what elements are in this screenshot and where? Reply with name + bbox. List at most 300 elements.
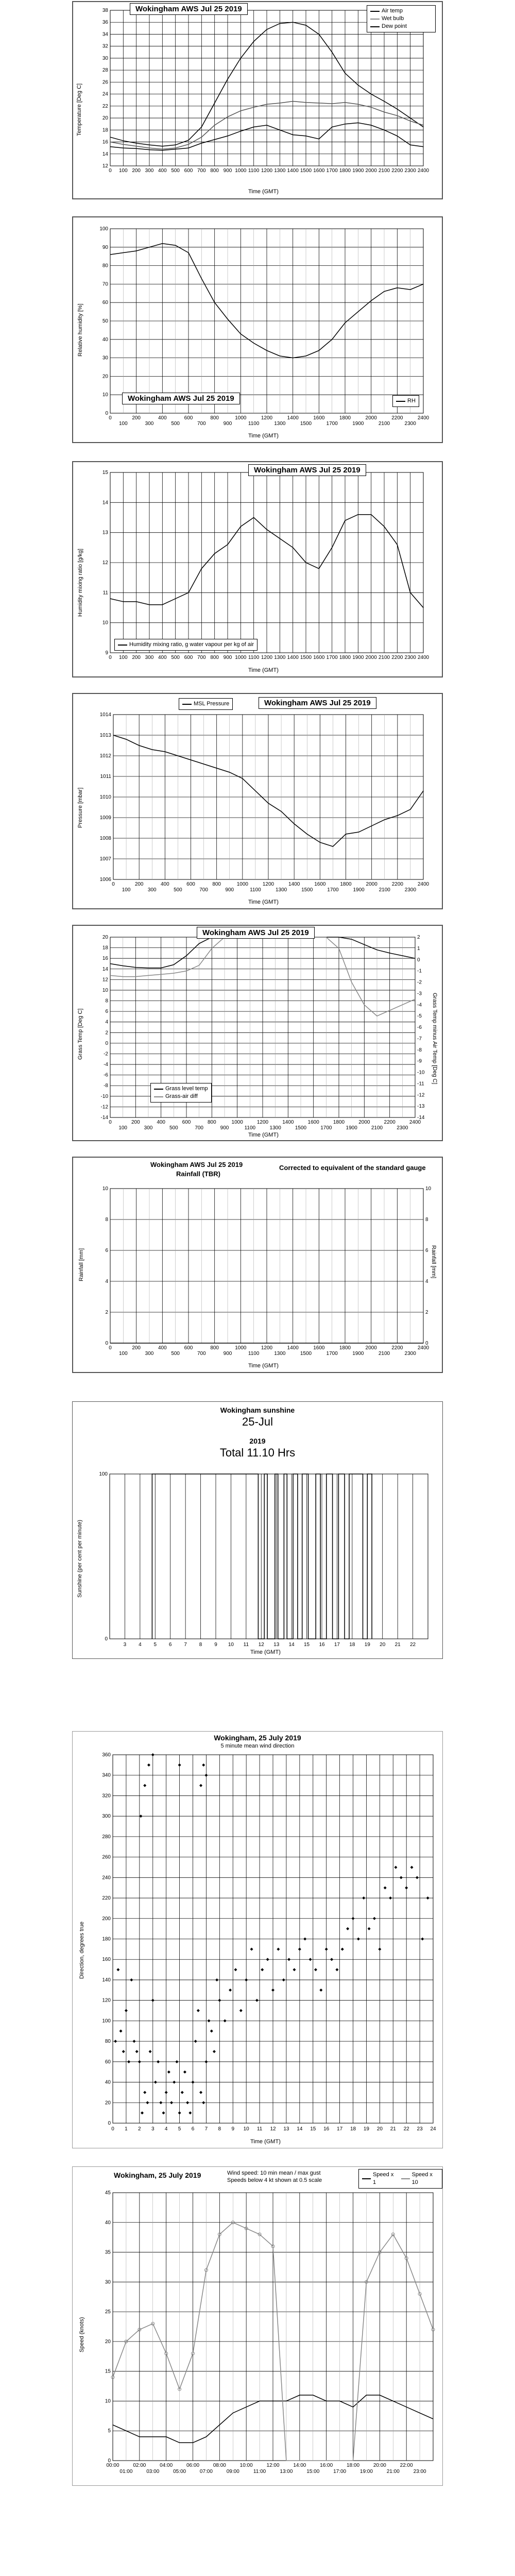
x-tick-label: 1400: [287, 1345, 299, 1351]
y-tick-label: 1007: [99, 856, 111, 862]
x-tick-label-minor: 300: [145, 1351, 154, 1357]
wind-direction-chart: [73, 1732, 442, 2148]
x-tick-label: 19: [364, 1642, 370, 1648]
y-tick-label: 40: [105, 2219, 111, 2226]
y-tick-label: 6: [105, 1009, 108, 1015]
x-tick-label: 23: [417, 2126, 423, 2132]
x-tick-label: 6: [191, 2126, 195, 2132]
x-tick-label: 1800: [333, 1120, 345, 1125]
x-tick-label-top: 16:00: [320, 2463, 333, 2468]
y-tick-label-right: 8: [425, 1217, 428, 1223]
rainfall-chart-subtitle: Rainfall (TBR): [176, 1170, 220, 1178]
x-tick-label: 1: [125, 2126, 128, 2132]
x-tick-label: 1400: [287, 415, 299, 421]
x-tick-label: 0: [109, 1345, 112, 1351]
pressure-chart-panel: [72, 693, 443, 909]
y-tick-label: 60: [102, 300, 108, 306]
x-tick-label: 400: [160, 882, 169, 887]
x-tick-label: 400: [157, 1120, 166, 1125]
x-tick-label: 8: [199, 1642, 202, 1648]
x-tick-label: 1700: [326, 655, 338, 660]
temperature-x-label: Time (GMT): [248, 189, 279, 195]
x-tick-label: 20: [376, 2126, 383, 2132]
x-tick-label: 2200: [384, 1120, 396, 1125]
y-tick-label: 300: [102, 1814, 111, 1820]
y-tick-label: 45: [105, 2190, 111, 2196]
x-tick-label-minor: 300: [144, 1125, 153, 1131]
y-tick-label: 40: [105, 2079, 111, 2086]
y-tick-label: 16: [102, 956, 108, 962]
x-tick-label: 2200: [391, 1345, 403, 1351]
x-tick-label: 1900: [352, 168, 364, 174]
y-tick-label: 4: [105, 1019, 108, 1025]
x-tick-label: 800: [210, 1345, 219, 1351]
x-tick-label-minor: 1300: [274, 1351, 286, 1357]
x-tick-label: 1100: [248, 655, 260, 660]
mixing-ratio-x-label: Time (GMT): [248, 667, 279, 673]
x-tick-label: 1200: [261, 1345, 273, 1351]
x-tick-label: 1000: [231, 1120, 243, 1125]
x-tick-label: 1600: [313, 655, 325, 660]
x-tick-label-minor: 500: [171, 421, 180, 427]
x-tick-label: 800: [210, 168, 219, 174]
y-tick-label-right: 4: [425, 1279, 428, 1284]
y-tick-label: 20: [105, 2100, 111, 2106]
x-tick-label-minor: 700: [197, 421, 206, 427]
x-tick-label-top: 12:00: [266, 2463, 280, 2468]
x-tick-label-minor: 1900: [352, 421, 364, 427]
y-tick-label: 1006: [99, 877, 111, 883]
x-tick-label: 22: [410, 1642, 416, 1648]
y-tick-label-right: -11: [417, 1081, 424, 1087]
x-tick-label: 0: [109, 655, 112, 660]
x-tick-label: 600: [186, 882, 195, 887]
y-tick-label: 15: [102, 470, 108, 476]
y-tick-label: -14: [100, 1115, 108, 1121]
x-tick-label: 300: [145, 655, 154, 660]
x-tick-label: 4: [139, 1642, 142, 1648]
y-tick-label-right: 2: [417, 935, 420, 940]
x-tick-label: 1400: [287, 168, 299, 174]
x-tick-label: 1300: [274, 168, 286, 174]
x-tick-label-top: 20:00: [373, 2463, 386, 2468]
x-tick-label: 9: [231, 2126, 235, 2132]
x-tick-label-minor: 1300: [269, 1125, 281, 1131]
grass-chart-panel: [72, 925, 443, 1141]
wind-speed-chart-panel: [72, 2166, 443, 2486]
x-tick-label: 11: [256, 2126, 263, 2132]
pressure-y-label: Pressure [mbar]: [77, 787, 83, 828]
y-tick-label: 18: [102, 127, 108, 133]
rainfall-y-label: Rainfall [mm]: [78, 1248, 84, 1281]
x-tick-label: 2400: [417, 415, 430, 421]
y-tick-label: 24: [102, 91, 108, 97]
y-tick-label: 100: [99, 1471, 108, 1477]
x-tick-label: 1200: [261, 168, 273, 174]
x-tick-label-minor: 1100: [248, 421, 260, 427]
y-tick-label: 30: [105, 2279, 111, 2285]
y-tick-label: 32: [102, 43, 108, 49]
x-tick-label-top: 22:00: [400, 2463, 413, 2468]
x-tick-label-minor: 1300: [274, 421, 286, 427]
x-tick-label: 16: [323, 2126, 330, 2132]
legend-item-grass-level-temp: Grass level temp: [154, 1085, 208, 1093]
x-tick-label-minor: 1900: [353, 887, 365, 893]
x-tick-label: 7: [184, 1642, 187, 1648]
x-tick-label: 2000: [365, 1345, 377, 1351]
wind-direction-x-label: Time (GMT): [250, 2139, 281, 2145]
x-tick-label: 700: [197, 655, 206, 660]
x-tick-label: 14: [297, 2126, 303, 2132]
y-tick-label: 10: [105, 2398, 111, 2404]
x-tick-label-bottom: 17:00: [333, 2469, 347, 2475]
grass-legend: [150, 1083, 212, 1103]
y-tick-label: 9: [105, 650, 108, 656]
x-tick-label-bottom: 05:00: [173, 2469, 186, 2475]
y-tick-label: 6: [105, 1248, 108, 1253]
x-tick-label: 100: [118, 655, 128, 660]
x-tick-label-minor: 500: [171, 1351, 180, 1357]
x-tick-label-minor: 700: [199, 887, 208, 893]
x-tick-label-minor: 2100: [378, 421, 390, 427]
y-tick-label: 16: [102, 139, 108, 145]
x-tick-label: 200: [131, 1120, 140, 1125]
wind-direction-title: Wokingham, 25 July 2019: [214, 1734, 301, 1742]
x-tick-label: 800: [212, 882, 221, 887]
x-tick-label: 1200: [261, 655, 273, 660]
x-tick-label: 18: [350, 2126, 356, 2132]
x-tick-label-top: 18:00: [346, 2463, 360, 2468]
rainfall-x-label: Time (GMT): [248, 1363, 279, 1369]
x-tick-label-minor: 300: [147, 887, 157, 893]
y-tick-label: 260: [102, 1854, 111, 1860]
y-tick-label: -4: [104, 1062, 108, 1068]
y-tick-label: 0: [105, 1040, 108, 1046]
x-tick-label: 2400: [417, 882, 430, 887]
y-tick-label: 2: [105, 1030, 108, 1036]
y-tick-label: 100: [99, 226, 108, 232]
x-tick-label: 1500: [300, 168, 312, 174]
x-tick-label-top: 14:00: [293, 2463, 306, 2468]
x-tick-label-minor: 2300: [397, 1125, 408, 1131]
y-tick-label: 320: [102, 1793, 111, 1799]
x-tick-label-minor: 500: [174, 887, 182, 893]
x-tick-label: 12: [270, 2126, 276, 2132]
x-tick-label: 3: [151, 2126, 154, 2132]
wind-direction-y-label: Direction, degrees true: [79, 1921, 85, 1979]
x-tick-label: 400: [158, 1345, 167, 1351]
y-tick-label: 15: [105, 2368, 111, 2375]
y-tick-label-right: 6: [425, 1248, 428, 1253]
y-tick-label-right: 0: [425, 1341, 428, 1346]
y-tick-label: 0: [108, 2458, 111, 2464]
legend-item-mixing-ratio: Humidity mixing ratio, g water vapour per kg of air: [118, 641, 254, 649]
y-tick-label: 80: [102, 263, 108, 269]
x-tick-label-minor: 100: [118, 421, 128, 427]
x-tick-label-top: 10:00: [239, 2463, 253, 2468]
y-tick-label: 12: [102, 977, 108, 983]
mixing-ratio-chart-title: Wokingham AWS Jul 25 2019: [248, 464, 366, 476]
x-tick-label: 2: [138, 2126, 141, 2132]
x-tick-label-bottom: 11:00: [253, 2469, 266, 2475]
pressure-chart-title: Wokingham AWS Jul 25 2019: [259, 697, 376, 709]
x-tick-label: 1000: [235, 655, 247, 660]
humidity-x-label: Time (GMT): [248, 433, 279, 439]
y-tick-label: 14: [102, 966, 108, 972]
x-tick-label: 1700: [326, 168, 338, 174]
x-tick-label: 200: [134, 882, 144, 887]
y-tick-label: 25: [105, 2309, 111, 2315]
grass-y-label-right: Grass Temp minus Air Temp [Deg C]: [432, 993, 438, 1084]
temperature-chart-panel: [72, 1, 443, 199]
x-tick-label-minor: 900: [220, 1125, 229, 1131]
y-tick-label-right: -7: [417, 1036, 422, 1042]
grass-y-label: Grass Temp [Deg C]: [77, 1008, 83, 1060]
y-tick-label: 11: [102, 590, 108, 596]
y-tick-label: -2: [104, 1051, 108, 1057]
x-tick-label-minor: 2300: [404, 421, 416, 427]
x-tick-label-minor: 100: [118, 1351, 128, 1357]
x-tick-label: 1600: [314, 882, 326, 887]
x-tick-label: 1800: [339, 655, 351, 660]
x-tick-label: 19: [363, 2126, 369, 2132]
x-tick-label: 8: [218, 2126, 221, 2132]
y-tick-label: 18: [102, 945, 108, 951]
x-tick-label: 600: [184, 1345, 193, 1351]
x-tick-label-bottom: 09:00: [226, 2469, 239, 2475]
x-tick-label: 1300: [274, 655, 286, 660]
x-tick-label: 10: [243, 2126, 249, 2132]
legend-item-air-temp: Air temp: [370, 7, 432, 15]
legend-item-rh: RH: [396, 397, 416, 405]
x-tick-label: 1800: [339, 1345, 351, 1351]
legend-item-speed-x1: Speed x 1: [362, 2171, 397, 2187]
x-tick-label: 700: [197, 168, 206, 174]
x-tick-label: 0: [111, 2126, 114, 2132]
y-tick-label: 0: [105, 1636, 108, 1642]
x-tick-label: 6: [168, 1642, 172, 1648]
x-tick-label: 13: [273, 1642, 280, 1648]
x-tick-label: 800: [207, 1120, 216, 1125]
x-tick-label: 1100: [248, 168, 260, 174]
x-tick-label: 17: [334, 1642, 340, 1648]
grass-chart: [73, 926, 442, 1140]
wind-speed-legend: [358, 2169, 442, 2189]
x-tick-label: 1500: [300, 655, 312, 660]
y-tick-label-right: -10: [417, 1070, 425, 1076]
x-tick-label-minor: 700: [197, 1351, 206, 1357]
y-tick-label: 8: [105, 1217, 108, 1223]
x-tick-label: 600: [184, 655, 193, 660]
x-tick-label: 300: [145, 168, 154, 174]
x-tick-label: 2200: [391, 415, 403, 421]
y-tick-label-right: 1: [417, 945, 420, 952]
x-tick-label: 9: [214, 1642, 217, 1648]
x-tick-label: 200: [132, 415, 141, 421]
grass-chart-title: Wokingham AWS Jul 25 2019: [197, 927, 315, 939]
y-tick-label-right: -9: [417, 1058, 422, 1064]
x-tick-label: 1200: [262, 882, 274, 887]
grass-x-label: Time (GMT): [248, 1132, 279, 1138]
sunshine-y-label: Sunshine (per cent per minute): [77, 1519, 83, 1598]
rainfall-y-label-right: Rainfall [mm]: [431, 1245, 437, 1279]
x-tick-label: 5: [178, 2126, 181, 2132]
mixing-ratio-y-label: Humidity mixing ratio [g/kg]: [77, 548, 83, 617]
y-tick-label: 14: [102, 500, 108, 506]
plot-area: [110, 1474, 428, 1639]
x-tick-label: 2100: [378, 655, 390, 660]
x-tick-label-minor: 1700: [326, 421, 338, 427]
x-tick-label-minor: 1100: [250, 887, 261, 893]
wind-speed-title: Wokingham, 25 July 2019: [114, 2171, 201, 2179]
x-tick-label-minor: 1700: [327, 887, 339, 893]
x-tick-label-top: 08:00: [213, 2463, 226, 2468]
sunshine-date: 25-Jul: [242, 1415, 273, 1428]
x-tick-label-minor: 2300: [404, 1351, 416, 1357]
x-tick-label: 1000: [235, 1345, 247, 1351]
sunshine-title: Wokingham sunshine: [220, 1406, 295, 1414]
y-tick-label: 1013: [99, 733, 111, 738]
y-tick-label: 30: [102, 355, 108, 361]
x-tick-label: 2200: [391, 655, 403, 660]
x-tick-label: 600: [182, 1120, 191, 1125]
y-tick-label: 200: [102, 1916, 111, 1922]
x-tick-label: 2400: [417, 168, 430, 174]
y-tick-label: 10: [102, 987, 108, 993]
x-tick-label: 11: [243, 1642, 249, 1648]
x-tick-label: 3: [123, 1642, 127, 1648]
y-tick-label: 34: [102, 31, 108, 38]
y-tick-label: -6: [104, 1072, 108, 1078]
x-tick-label: 2400: [417, 1345, 430, 1351]
x-tick-label-minor: 700: [195, 1125, 204, 1131]
x-tick-label: 800: [210, 655, 219, 660]
x-tick-label: 1600: [313, 415, 325, 421]
y-tick-label-right: -13: [417, 1104, 425, 1110]
y-tick-label: 4: [105, 1279, 108, 1284]
y-tick-label-right: -12: [417, 1092, 425, 1098]
x-tick-label: 0: [112, 882, 115, 887]
x-tick-label-minor: 1500: [300, 421, 312, 427]
pressure-chart: [73, 694, 442, 908]
x-tick-label: 2300: [404, 168, 416, 174]
x-tick-label: 2200: [391, 168, 403, 174]
humidity-chart-title: Wokingham AWS Jul 25 2019: [122, 393, 240, 404]
sunshine-total: Total 11.10 Hrs: [219, 1446, 296, 1459]
y-tick-label: -8: [104, 1083, 108, 1089]
x-tick-label: 0: [109, 168, 112, 174]
y-tick-label: 0: [105, 1341, 108, 1346]
x-tick-label: 200: [132, 168, 141, 174]
wind-speed-subtitle: Wind speed: 10 min mean / max gust: [227, 2170, 321, 2176]
x-tick-label: 5: [153, 1642, 157, 1648]
x-tick-label: 1200: [256, 1120, 269, 1125]
y-tick-label-right: 10: [425, 1186, 432, 1192]
x-tick-label-minor: 2100: [371, 1125, 383, 1131]
mixing-ratio-chart-panel: [72, 461, 443, 677]
x-tick-label: 1200: [261, 415, 273, 421]
x-tick-label: 16: [319, 1642, 325, 1648]
x-tick-label: 18: [349, 1642, 355, 1648]
x-tick-label: 1900: [352, 655, 364, 660]
y-tick-label: 13: [102, 530, 108, 536]
y-tick-label: 28: [102, 67, 108, 74]
y-tick-label: 22: [102, 103, 108, 109]
y-tick-label: 40: [102, 336, 108, 343]
wind-speed-y-label: Speed (knots): [79, 2317, 85, 2352]
y-tick-label: 100: [102, 2018, 111, 2024]
y-tick-label: 80: [105, 2039, 111, 2045]
x-tick-label-bottom: 07:00: [199, 2469, 213, 2475]
x-tick-label-minor: 1500: [301, 887, 313, 893]
x-tick-label: 1000: [236, 882, 248, 887]
y-tick-label: 360: [102, 1752, 111, 1758]
x-tick-label: 500: [171, 168, 180, 174]
x-tick-label: 10: [228, 1642, 234, 1648]
x-tick-label: 1400: [282, 1120, 294, 1125]
x-tick-label-minor: 1700: [326, 1351, 338, 1357]
x-tick-label: 800: [210, 415, 219, 421]
y-tick-label-right: -1: [417, 968, 422, 974]
y-tick-label: 1012: [99, 753, 111, 759]
rainfall-chart: [73, 1158, 442, 1372]
x-tick-label: 200: [132, 1345, 141, 1351]
y-tick-label: 280: [102, 1834, 111, 1840]
y-tick-label: -10: [100, 1093, 108, 1099]
legend-item-grass-air-diff: Grass-air diff: [154, 1093, 208, 1100]
x-tick-label: 2100: [378, 168, 390, 174]
y-tick-label: -12: [100, 1104, 108, 1110]
x-tick-label-top: 04:00: [160, 2463, 173, 2468]
x-tick-label: 2400: [417, 655, 430, 660]
x-tick-label: 1400: [288, 882, 300, 887]
y-tick-label: 90: [102, 244, 108, 250]
x-tick-label: 2000: [365, 415, 377, 421]
x-tick-label: 21: [390, 2126, 396, 2132]
x-tick-label: 400: [158, 168, 167, 174]
x-tick-label-bottom: 23:00: [413, 2469, 426, 2475]
x-tick-label: 2000: [365, 655, 377, 660]
legend-item-wet-bulb: Wet bulb: [370, 15, 432, 23]
x-tick-label: 1800: [339, 168, 351, 174]
y-tick-label: 50: [102, 318, 108, 324]
y-tick-label: 35: [105, 2249, 111, 2256]
x-tick-label: 2300: [404, 655, 416, 660]
y-tick-label: 160: [102, 1957, 111, 1963]
x-tick-label-bottom: 03:00: [146, 2469, 160, 2475]
y-tick-label-right: -4: [417, 1002, 422, 1008]
y-tick-label: 240: [102, 1875, 111, 1881]
y-tick-label: 36: [102, 20, 108, 26]
x-tick-label: 500: [171, 655, 180, 660]
temperature-legend: [367, 5, 436, 32]
x-tick-label: 24: [430, 2126, 436, 2132]
x-tick-label: 22: [403, 2126, 409, 2132]
y-tick-label: 1014: [99, 712, 111, 718]
y-tick-label: 12: [102, 163, 108, 169]
rainfall-chart-panel: [72, 1157, 443, 1373]
x-tick-label-minor: 500: [169, 1125, 178, 1131]
x-tick-label-bottom: 01:00: [119, 2469, 133, 2475]
x-tick-label-minor: 2100: [378, 1351, 390, 1357]
y-tick-label: 20: [105, 2338, 111, 2345]
x-tick-label-top: 00:00: [106, 2463, 119, 2468]
x-tick-label-minor: 2300: [404, 887, 417, 893]
x-tick-label: 2000: [365, 168, 377, 174]
x-tick-label: 900: [223, 655, 232, 660]
wind-direction-chart-panel: [72, 1731, 443, 2148]
x-tick-label: 400: [158, 655, 167, 660]
